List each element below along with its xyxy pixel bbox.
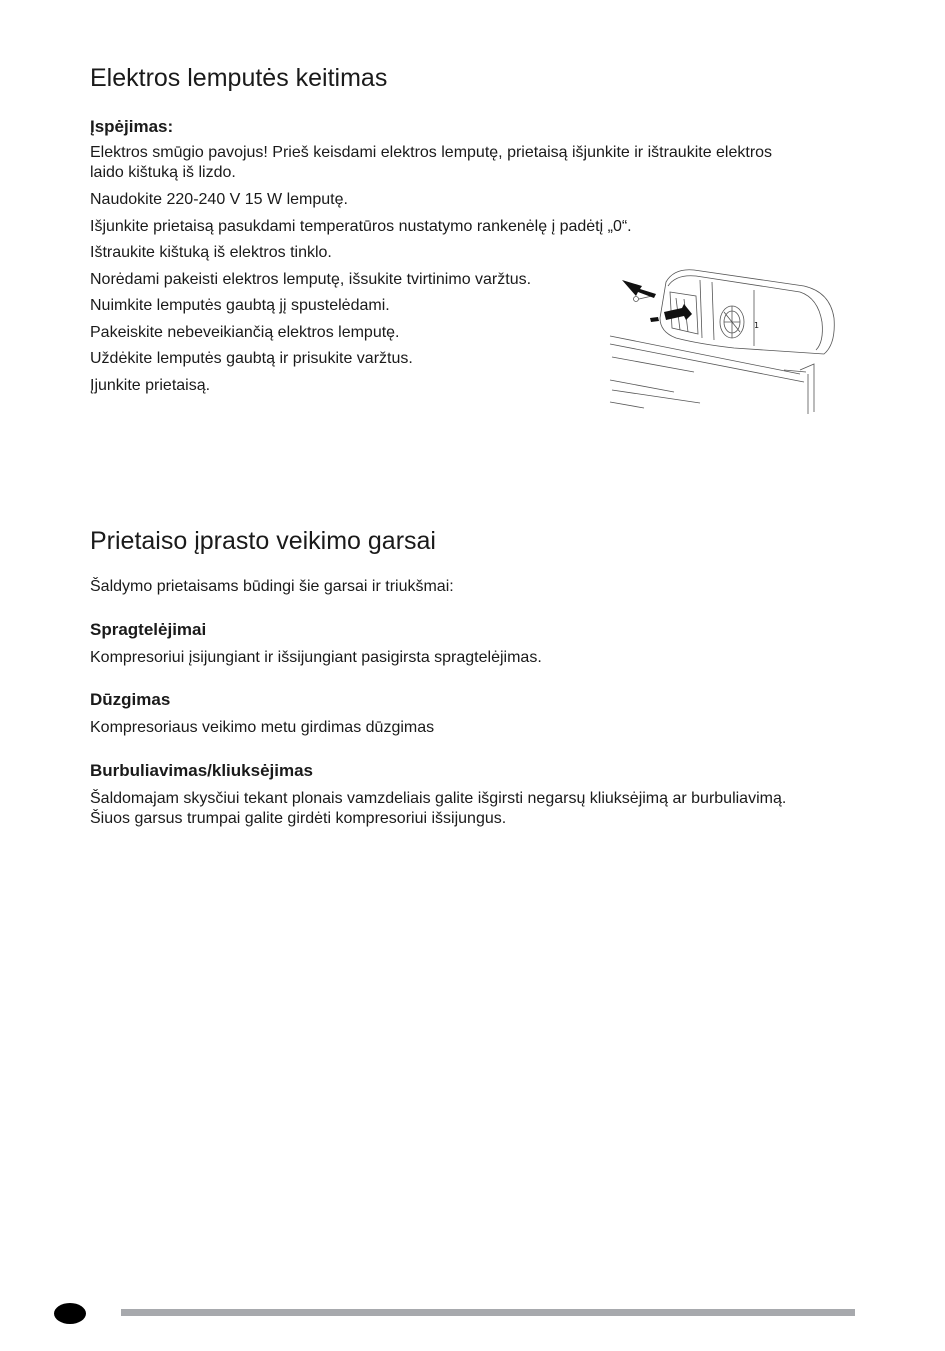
sound-text-humming: Kompresoriaus veikimo metu girdimas dūzgimas [90,719,435,736]
step-4: Norėdami pakeisti elektros lemputę, išsukite tvirtinimo varžtus. [90,271,532,288]
dial-label: 1 [754,321,760,330]
step-5: Nuimkite lemputės gaubtą jį spustelėdami. [90,297,390,314]
warning-heading: Įspėjimas: [90,117,174,136]
page-number-dot [54,1303,86,1324]
section-2-intro: Šaldymo prietaisams būdingi šie garsai ir triukšmai: [90,578,454,595]
sound-text-bubbling-line-2: Šiuos garsus trumpai galite girdėti kompresoriui išsijungus. [90,810,507,827]
step-2: Išjunkite prietaisą pasukdami temperatūros nustatymo rankenėlę į padėtį „0“. [90,218,632,235]
step-8: Įjunkite prietaisą. [90,377,211,394]
warning-text-line-2: laido kištuką iš lizdo. [90,164,236,181]
section-2-title: Prietaiso įprasto veikimo garsai [90,527,436,555]
page-title: Elektros lemputės keitimas [90,64,388,92]
step-6: Pakeiskite nebeveikiančią elektros lemputę. [90,324,400,341]
sound-heading-bubbling: Burbuliavimas/kliuksėjimas [90,761,313,780]
sound-heading-clicks: Spragtelėjimai [90,620,207,639]
sound-text-clicks: Kompresoriui įsijungiant ir išsijungiant pasigirsta spragtelėjimas. [90,649,542,666]
step-7: Uždėkite lemputės gaubtą ir prisukite varžtus. [90,350,413,367]
footer-bar [121,1309,855,1316]
step-1: Naudokite 220-240 V 15 W lemputę. [90,191,348,208]
sound-text-bubbling-line-1: Šaldomajam skysčiui tekant plonais vamzdeliais galite išgirsti negarsų kliuksėjimą ar burbuliavimą. [90,790,787,807]
sound-heading-humming: Dūzgimas [90,690,171,709]
lamp-replacement-illustration [604,262,840,417]
step-3: Ištraukite kištuką iš elektros tinklo. [90,244,332,261]
warning-text-line-1: Elektros smūgio pavojus! Prieš keisdami elektros lemputę, prietaisą išjunkite ir ištraukite elektros [90,144,773,161]
